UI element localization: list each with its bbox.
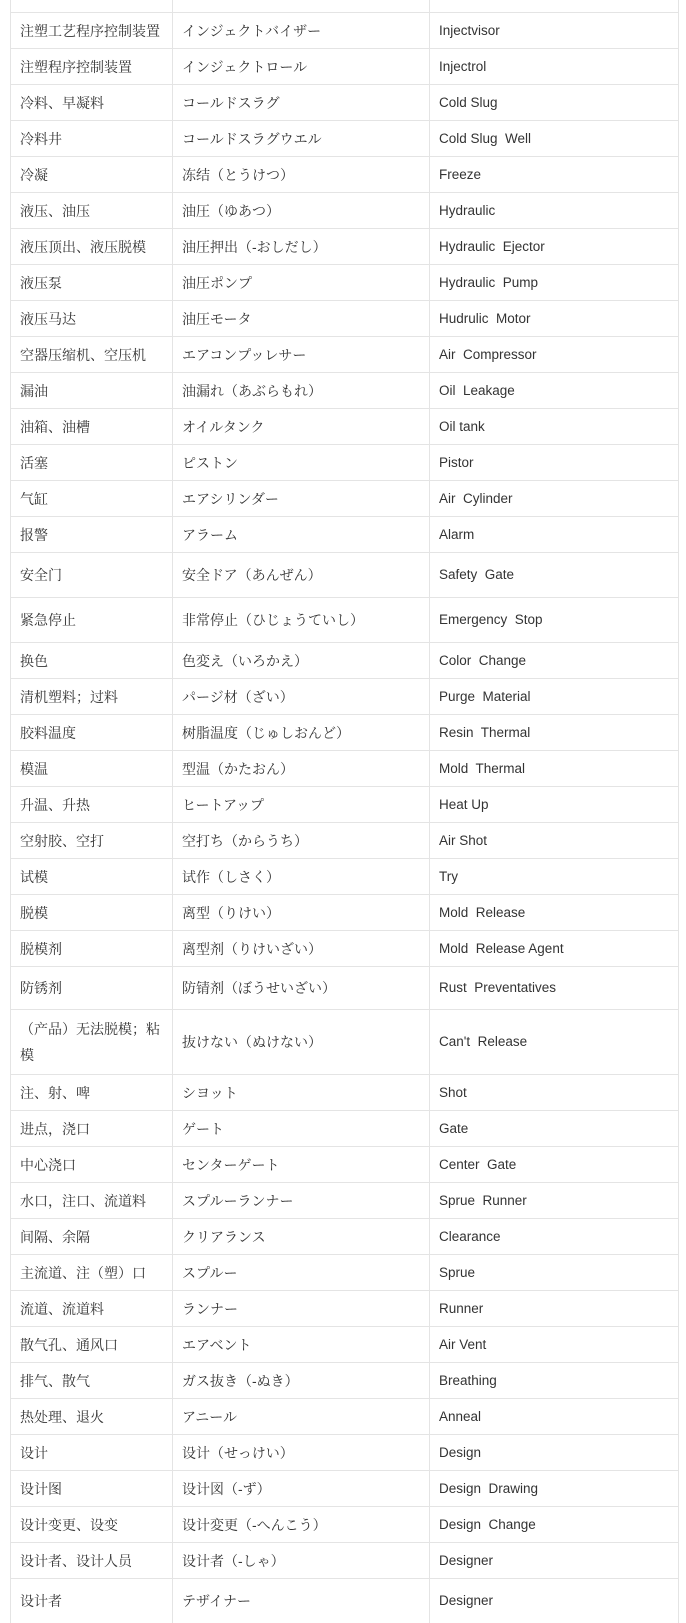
table-row [11,1471,678,1507]
cell-japanese-term: シヨット [172,1075,429,1110]
glossary-table [10,0,679,1623]
cell-english-term: Gate [429,1111,678,1146]
table-row [11,373,678,409]
table-row [11,409,678,445]
cell-chinese-term: 设计图 [20,1480,62,1497]
cell-chinese-term: 液压顶出、液压脱模 [20,238,146,255]
cell-japanese-term [172,0,429,12]
cell-english-term: Design Change [429,1507,678,1542]
cell-japanese-term: 离型剂（りけいざい） [172,931,429,966]
cell-chinese-term: 漏油 [20,382,48,399]
cell-japanese-term: クリアランス [172,1219,429,1254]
cell-chinese-term: 胶料温度 [20,724,76,741]
cell-chinese-term: 紧急停止 [20,612,76,628]
cell-english-term [429,0,678,12]
cell-japanese-term: コールドスラグウエル [172,121,429,156]
cell-japanese-term: アラーム [172,517,429,552]
table-row [11,49,678,85]
cell-japanese-term: 油圧（ゆあつ） [172,193,429,228]
cell-english-term: Designer [429,1579,678,1623]
cell-english-term: Clearance [429,1219,678,1254]
cell-chinese-term: 模温 [20,760,48,777]
cell-japanese-term: 设计変更（-へんこう） [172,1507,429,1542]
cell-english-term: Hydraulic Pump [429,265,678,300]
table-row [11,1507,678,1543]
cell-english-term: Air Cylinder [429,481,678,516]
table-row [11,787,678,823]
table-row [11,481,678,517]
cell-chinese-term: 报警 [20,526,48,543]
cell-japanese-term: ヒートアップ [172,787,429,822]
cell-chinese-term: 冷料、早凝料 [20,94,104,111]
cell-english-term: Oil Leakage [429,373,678,408]
cell-english-term: Design [429,1435,678,1470]
cell-english-term: Cold Slug Well [429,121,678,156]
cell-english-term: Mold Release [429,895,678,930]
cell-english-term: Emergency Stop [429,598,678,642]
cell-japanese-term: テザイナー [172,1579,429,1623]
cell-english-term: Mold Thermal [429,751,678,786]
cell-english-term: Rust Preventatives [429,967,678,1009]
cell-japanese-term: 油圧押出（-おしだし） [172,229,429,264]
cell-chinese-term: 油箱、油槽 [20,418,90,435]
cell-english-term: Designer [429,1543,678,1578]
cell-chinese-term: 设计 [20,1444,48,1461]
cell-english-term: Sprue [429,1255,678,1290]
cell-english-term: Color Change [429,643,678,678]
cell-english-term: Freeze [429,157,678,192]
cell-japanese-term: 冻结（とうけつ） [172,157,429,192]
cell-japanese-term: 防锖剂（ぼうせいざい） [172,967,429,1009]
cell-chinese-term: 冷凝 [20,166,48,183]
cell-chinese-term: 流道、流道料 [20,1300,104,1317]
table-row [11,931,678,967]
table-row [11,193,678,229]
cell-chinese-term: 试模 [20,868,48,885]
cell-english-term: Breathing [429,1363,678,1398]
table-row [11,967,678,1010]
cell-japanese-term: 离型（りけい） [172,895,429,930]
cell-english-term: Injectvisor [429,13,678,48]
cell-chinese-term: 排气、散气 [20,1372,90,1389]
table-row [11,1363,678,1399]
cell-chinese-term: 设计者、设计人员 [20,1552,132,1569]
cell-chinese-term: 液压、油压 [20,202,90,219]
cell-japanese-term: アニール [172,1399,429,1434]
cell-chinese-term: 气缸 [20,490,48,507]
table-row [11,85,678,121]
cell-english-term: Hudrulic Motor [429,301,678,336]
cell-chinese-term: 散气孔、通风口 [20,1336,118,1353]
table-row [11,1327,678,1363]
cell-chinese-term: （产品）无法脱模；粘模 [20,1021,160,1063]
cell-english-term: Air Shot [429,823,678,858]
table-row [11,1010,678,1075]
table-row [11,13,678,49]
cell-japanese-term: パージ材（ざい） [172,679,429,714]
cell-chinese-term: 空射胶、空打 [20,832,104,849]
cell-english-term: Air Compressor [429,337,678,372]
cell-japanese-term: 抜けない（ぬけない） [172,1010,429,1074]
cell-japanese-term: スプルーランナー [172,1183,429,1218]
cell-chinese-term: 冷料井 [20,130,62,147]
cell-japanese-term: スプルー [172,1255,429,1290]
cell-chinese-term: 中心浇口 [20,1156,76,1173]
table-row [11,1147,678,1183]
cell-english-term: Air Vent [429,1327,678,1362]
cell-japanese-term: 设计者（-しゃ） [172,1543,429,1578]
cell-japanese-term: 设计（せっけい） [172,1435,429,1470]
table-row [11,265,678,301]
cell-japanese-term: ゲート [172,1111,429,1146]
cell-english-term: Can't Release [429,1010,678,1074]
cell-english-term: Mold Release Agent [429,931,678,966]
table-row [11,859,678,895]
table-row [11,895,678,931]
table-row [11,1075,678,1111]
cell-chinese-term: 设计者 [20,1593,62,1609]
table-row [11,121,678,157]
table-row [11,751,678,787]
cell-english-term: Cold Slug [429,85,678,120]
table-row [11,1219,678,1255]
table-row [11,823,678,859]
cell-chinese-term: 热处理、退火 [20,1408,104,1425]
cell-english-term: Sprue Runner [429,1183,678,1218]
table-row [11,715,678,751]
cell-chinese-term: 设计变更、设变 [20,1516,118,1533]
cell-japanese-term: 非常停止（ひじょうていし） [172,598,429,642]
cell-chinese-term: 空器压缩机、空压机 [20,346,146,363]
cell-english-term: Heat Up [429,787,678,822]
glossary-table-body [11,13,678,1623]
table-row [11,643,678,679]
cell-english-term: Alarm [429,517,678,552]
cell-chinese-term [11,0,172,12]
cell-japanese-term: エアコンプッレサー [172,337,429,372]
table-row [11,598,678,643]
cell-chinese-term: 注塑程序控制装置 [20,58,132,75]
cell-english-term: Design Drawing [429,1471,678,1506]
cell-english-term: Oil tank [429,409,678,444]
cell-english-term: Hydraulic Ejector [429,229,678,264]
cell-japanese-term: エアシリンダー [172,481,429,516]
cell-english-term: Shot [429,1075,678,1110]
table-row [11,1255,678,1291]
cell-english-term: Safety Gate [429,553,678,597]
cell-chinese-term: 换色 [20,652,48,669]
table-row [11,1579,678,1623]
cell-chinese-term: 主流道、注（塑）口 [20,1264,146,1281]
cell-english-term: Try [429,859,678,894]
cell-japanese-term: 色変え（いろかえ） [172,643,429,678]
cell-chinese-term: 防锈剂 [20,980,62,996]
cell-chinese-term: 注塑工艺程序控制装置 [20,22,160,39]
cell-japanese-term: 油漏れ（あぶらもれ） [172,373,429,408]
cell-japanese-term: ガス抜き（-ぬき） [172,1363,429,1398]
cell-japanese-term: ピストン [172,445,429,480]
cell-chinese-term: 进点，浇口 [20,1120,90,1137]
table-row [11,553,678,598]
cell-chinese-term: 间隔、余隔 [20,1228,90,1245]
table-row [11,1435,678,1471]
cell-japanese-term: オイルタンク [172,409,429,444]
table-row [11,301,678,337]
cell-chinese-term: 安全门 [20,567,62,583]
cell-english-term: Center Gate [429,1147,678,1182]
table-row [11,517,678,553]
cell-japanese-term: 试作（しさく） [172,859,429,894]
cell-japanese-term: 空打ち（からうち） [172,823,429,858]
table-row [11,229,678,265]
cell-japanese-term: 油圧モータ [172,301,429,336]
cell-japanese-term: インジェクトロール [172,49,429,84]
cell-english-term: Hydraulic [429,193,678,228]
cell-chinese-term: 升温、升热 [20,796,90,813]
cell-chinese-term: 水口，注口、流道料 [20,1192,146,1209]
partial-top-row [11,0,678,13]
table-row [11,1543,678,1579]
cell-chinese-term: 液压马达 [20,310,76,327]
cell-chinese-term: 脱模 [20,904,48,921]
cell-chinese-term: 液压泵 [20,274,62,291]
cell-english-term: Runner [429,1291,678,1326]
cell-japanese-term: インジェクトバイザー [172,13,429,48]
cell-japanese-term: 油圧ポンプ [172,265,429,300]
table-row [11,1291,678,1327]
cell-english-term: Anneal [429,1399,678,1434]
cell-chinese-term: 注、射、啤 [20,1084,90,1101]
table-row [11,1111,678,1147]
table-row [11,679,678,715]
cell-japanese-term: コールドスラグ [172,85,429,120]
table-row [11,1399,678,1435]
cell-japanese-term: 树脂温度（じゅしおんど） [172,715,429,750]
table-row [11,1183,678,1219]
cell-english-term: Pistor [429,445,678,480]
cell-chinese-term: 清机塑料；过料 [20,688,118,705]
cell-japanese-term: ランナー [172,1291,429,1326]
table-row [11,445,678,481]
cell-japanese-term: エアベント [172,1327,429,1362]
table-row [11,157,678,193]
cell-japanese-term: 安全ドア（あんぜん） [172,553,429,597]
cell-japanese-term: センターゲート [172,1147,429,1182]
cell-japanese-term: 型温（かたおん） [172,751,429,786]
cell-english-term: Resin Thermal [429,715,678,750]
cell-english-term: Injectrol [429,49,678,84]
cell-chinese-term: 脱模剂 [20,940,62,957]
cell-english-term: Purge Material [429,679,678,714]
table-row [11,337,678,373]
cell-japanese-term: 设计図（-ず） [172,1471,429,1506]
cell-chinese-term: 活塞 [20,454,48,471]
